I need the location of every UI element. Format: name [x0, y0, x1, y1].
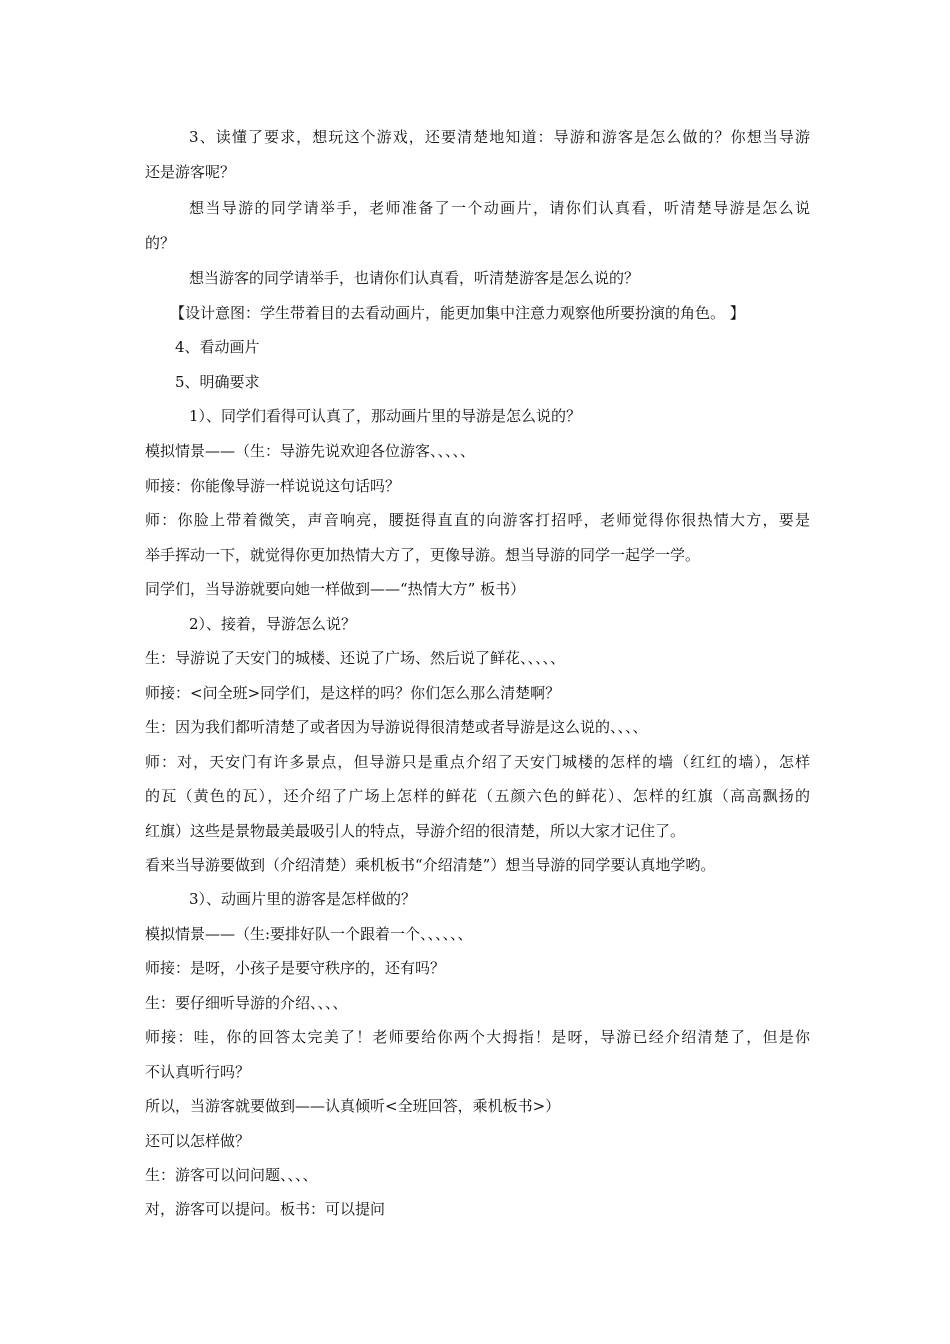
dialogue-line: 师：对，天安门有许多景点，但导游只是重点介绍了天安门城楼的怎样的墙（红红的墙），怎样 [145, 753, 810, 771]
dialogue-line: 生：要仔细听导游的介绍、、、、 [145, 994, 348, 1012]
paragraph-line: 3、读懂了要求，想玩这个游戏，还要清楚地知道：导游和游客是怎么做的？你想当导游 [189, 128, 810, 146]
dialogue-line: 生：导游说了天安门的城楼、还说了广场、然后说了鲜花、、、、、 [145, 649, 566, 667]
dialogue-line: 师：你脸上带着微笑，声音响亮，腰挺得直直的向游客打招呼，老师觉得你很热情大方，要是 [145, 511, 810, 529]
section-heading: 4、看动画片 [175, 338, 260, 356]
dialogue-line: 举手挥动一下，就觉得你更加热情大方了，更像导游。想当导游的同学一起学一学。 [145, 546, 701, 564]
dialogue-line: 模拟情景——（生：导游先说欢迎各位游客、、、、、 [145, 442, 476, 460]
sub-question: 3）、动画片里的游客是怎样做的？ [189, 890, 417, 908]
dialogue-line: 模拟情景——（生:要排好队一个跟着一个、、、、、、 [145, 925, 473, 943]
sub-question: 2）、接着，导游怎么说？ [189, 615, 357, 633]
dialogue-line: 生：因为我们都听清楚了或者因为导游说得很清楚或者导游是这么说的、、、、 [145, 718, 648, 736]
dialogue-line: 师接：<问全班>同学们，是这样的吗？你们怎么那么清楚啊？ [145, 684, 561, 702]
dialogue-line: 同学们，当导游就要向她一样做到——“热情大方” 板书） [145, 580, 526, 598]
dialogue-line: 师接：是呀，小孩子是要守秩序的，还有吗？ [145, 959, 446, 977]
dialogue-line: 的瓦（黄色的瓦），还介绍了广场上怎样的鲜花（五颜六色的鲜花）、怎样的红旗（高高飘扬的 [145, 787, 810, 805]
dialogue-line: 不认真听行吗？ [145, 1063, 251, 1081]
dialogue-line: 所以，当游客就要做到——认真倾听<全班回答，乘机板书>） [145, 1097, 561, 1115]
dialogue-line: 还可以怎样做？ [145, 1132, 251, 1150]
dialogue-line: 对，游客可以提问。板书：可以提问 [145, 1200, 386, 1218]
dialogue-line: 师接：哇，你的回答太完美了！老师要给你两个大拇指！是呀，导游已经介绍清楚了，但是你 [145, 1028, 810, 1046]
dialogue-line: 生：游客可以问问题、、、、 [145, 1166, 318, 1184]
paragraph-line: 还是游客呢？ [145, 163, 236, 181]
design-intent-note: 【设计意图：学生带着目的去看动画片，能更加集中注意力观察他所要扮演的角色。 】 [170, 304, 745, 322]
paragraph-line: 想当游客的同学请举手，也请你们认真看，听清楚游客是怎么说的？ [189, 269, 640, 287]
paragraph-line: 想当导游的同学请举手，老师准备了一个动画片，请你们认真看，听清楚导游是怎么说 [189, 199, 810, 217]
dialogue-line: 红旗）这些是景物最美最吸引人的特点，导游介绍的很清楚，所以大家才记住了。 [145, 822, 686, 840]
section-heading: 5、明确要求 [175, 373, 260, 391]
paragraph-line: 的？ [145, 234, 176, 252]
sub-question: 1）、同学们看得可认真了，那动画片里的导游是怎么说的？ [189, 407, 582, 425]
dialogue-line: 师接：你能像导游一样说说这句话吗？ [145, 477, 401, 495]
dialogue-line: 看来当导游要做到（介绍清楚）乘机板书“介绍清楚”）想当导游的同学要认真地学哟。 [145, 856, 716, 874]
